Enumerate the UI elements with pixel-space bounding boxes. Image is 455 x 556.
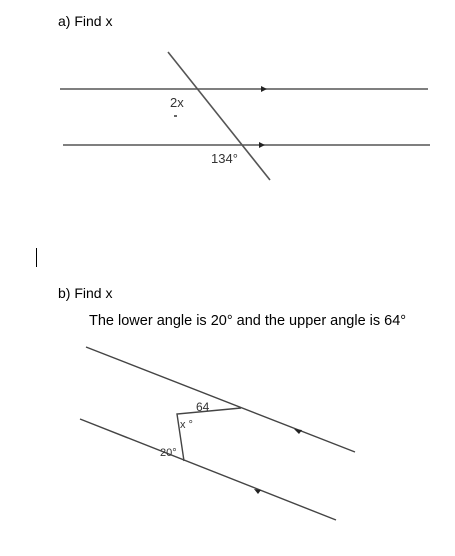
arrow-bottom xyxy=(259,142,265,148)
arrow-top xyxy=(261,86,267,92)
diagram-b xyxy=(80,347,355,520)
arrow-upper xyxy=(294,429,302,434)
parallel-line-upper xyxy=(86,347,355,452)
angle-134-label: 134° xyxy=(211,151,238,166)
question-b-description: The lower angle is 20° and the upper angle is 64° xyxy=(89,313,407,329)
question-b-heading: b) Find x xyxy=(58,285,113,301)
angle-x-label: x ° xyxy=(180,419,193,431)
parallel-line-lower xyxy=(80,419,336,520)
diagram-a xyxy=(60,52,430,180)
bent-path xyxy=(177,408,241,461)
question-a-heading: a) Find x xyxy=(58,13,113,29)
angle-2x-label: 2x xyxy=(170,95,184,110)
angle-64-label: 64 xyxy=(196,400,210,414)
angle-20-label: 20° xyxy=(160,447,177,459)
